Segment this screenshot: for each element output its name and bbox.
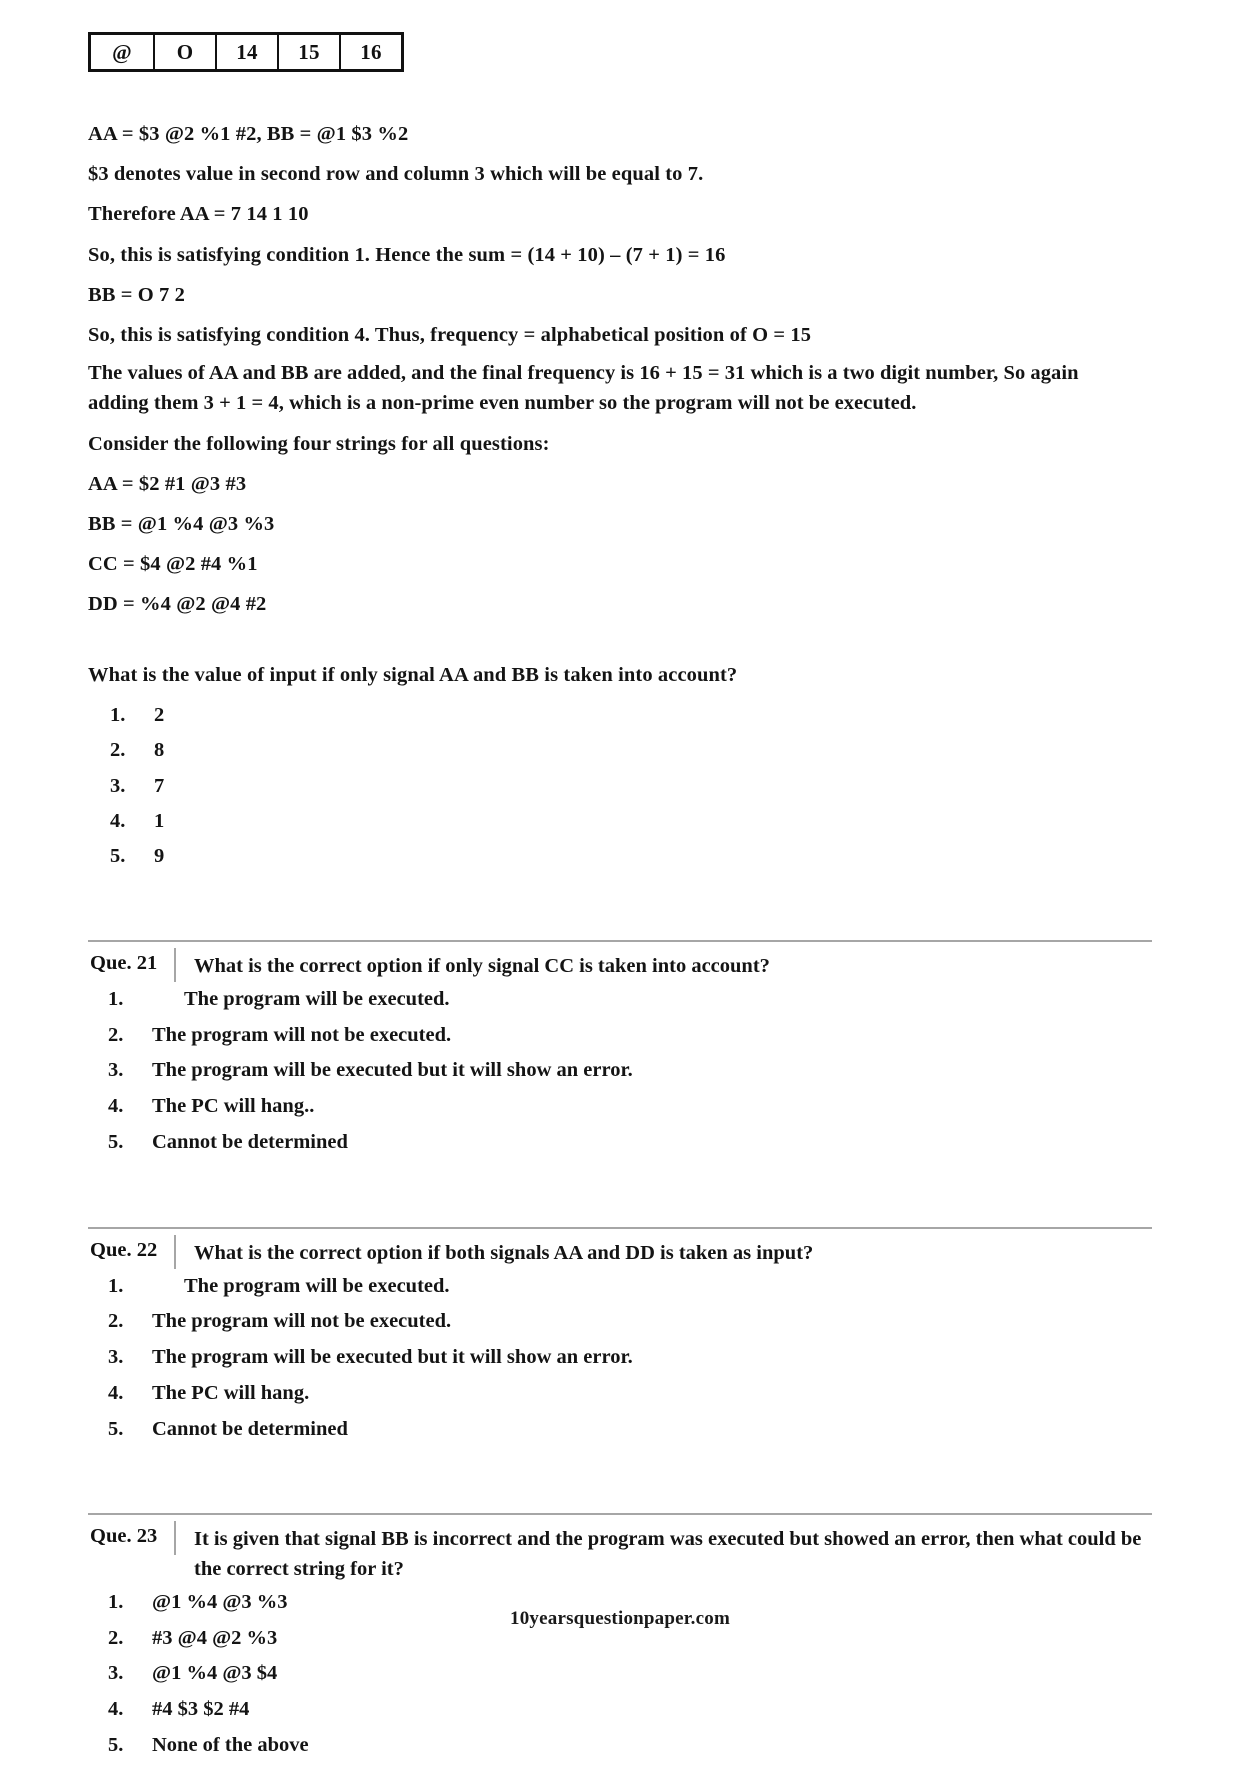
list-item[interactable]	[88, 1658, 1152, 1690]
list-item[interactable]	[88, 1414, 1152, 1446]
option-label: @1 %4 @3 $4	[152, 1662, 278, 1685]
question-22-header	[88, 1235, 1152, 1269]
option-number: 5.	[108, 1733, 124, 1756]
list-item[interactable]	[88, 840, 1152, 872]
option-label: The program will be executed but it will show an error.	[152, 1059, 633, 1082]
list-item[interactable]	[88, 699, 1152, 731]
list-item[interactable]	[88, 1378, 1152, 1410]
question-22-options	[88, 1271, 1152, 1446]
option-number: 2.	[108, 1310, 124, 1333]
option-number: 3.	[108, 1059, 124, 1082]
option-number: 2.	[110, 739, 126, 762]
question-21-options	[88, 984, 1152, 1159]
question-23-header	[88, 1521, 1152, 1584]
question-block-21	[88, 934, 1152, 1159]
grid-table	[88, 32, 404, 72]
list-item[interactable]	[88, 1091, 1152, 1123]
option-number: 4.	[108, 1095, 124, 1118]
list-item[interactable]	[88, 805, 1152, 837]
question-separator	[88, 934, 1152, 948]
option-label: 8	[154, 739, 165, 762]
option-label: #3 @4 @2 %3	[152, 1626, 278, 1649]
question-22-text: What is the correct option if both signals AA and DD is taken as input?	[194, 1241, 814, 1264]
question-23-number: Que. 23	[88, 1521, 176, 1555]
question-23-text: It is given that signal BB is incorrect and the program was executed but showed an error, then what could be the correct string for it?	[194, 1528, 1142, 1581]
list-item[interactable]	[88, 1020, 1152, 1052]
list-item[interactable]	[88, 734, 1152, 766]
solution-line-2: $3 denotes value in second row and column 3 which will be equal to 7.	[88, 163, 704, 186]
option-number: 3.	[108, 1662, 124, 1685]
solution-line-1: AA = $3 @2 %1 #2, BB = @1 $3 %2	[88, 123, 409, 145]
option-label: 1	[154, 810, 165, 832]
grid-cell-2: 14	[216, 34, 278, 71]
option-label: 2	[154, 703, 165, 726]
grid-cell-4: 16	[340, 34, 403, 71]
table-row	[90, 34, 403, 71]
option-number: 5.	[108, 1417, 124, 1440]
question-0-text: What is the value of input if only signal AA and BB is taken into account?	[88, 663, 738, 686]
question-separator	[88, 1507, 1152, 1521]
question-separator	[88, 1221, 1152, 1235]
option-label: Cannot be determined	[152, 1130, 348, 1153]
spacer	[88, 629, 1152, 659]
option-label: The program will be executed.	[184, 987, 450, 1010]
string-dd: DD = %4 @2 @4 #2	[88, 593, 267, 616]
list-item[interactable]	[88, 1271, 1152, 1303]
solution-line-6: So, this is satisfying condition 4. Thus, frequency = alphabetical position of O = 15	[88, 324, 812, 347]
reference-grid-table	[88, 32, 404, 72]
list-item[interactable]	[88, 1306, 1152, 1338]
document-body	[88, 118, 1152, 1766]
question-22-number: Que. 22	[88, 1235, 176, 1269]
option-number: 4.	[110, 810, 126, 832]
list-item[interactable]	[88, 1694, 1152, 1726]
list-item[interactable]	[88, 984, 1152, 1016]
list-item[interactable]	[88, 770, 1152, 802]
question-21-number: Que. 21	[88, 948, 176, 982]
string-bb: BB = @1 %4 @3 %3	[88, 513, 275, 536]
solution-line-7: The values of AA and BB are added, and the final frequency is 16 + 15 = 31 which is a two digit number, So again adding them 3 + 1 = 4, which is a non-prime even number so the program will not be executed.	[88, 362, 1079, 414]
spacer	[88, 1449, 1152, 1507]
option-label: The PC will hang.	[152, 1381, 310, 1404]
grid-cell-1: O	[154, 34, 216, 71]
option-number: 1.	[108, 1590, 124, 1613]
option-number: 2.	[108, 1626, 124, 1649]
option-number: 1.	[110, 703, 126, 726]
list-item[interactable]	[88, 1127, 1152, 1159]
option-label: The program will be executed.	[184, 1274, 450, 1297]
solution-line-4: So, this is satisfying condition 1. Hence the sum = (14 + 10) – (7 + 1) = 16	[88, 243, 726, 266]
solution-line-3: Therefore AA = 7 14 1 10	[88, 203, 309, 226]
option-number: 5.	[110, 845, 126, 868]
string-cc: CC = $4 @2 #4 %1	[88, 553, 258, 576]
option-number: 4.	[108, 1698, 124, 1721]
option-label: 9	[154, 845, 165, 868]
question-0-options	[88, 699, 1152, 873]
option-label: None of the above	[152, 1733, 309, 1756]
option-label: 7	[154, 774, 165, 797]
strings-intro: Consider the following four strings for all questions:	[88, 432, 550, 455]
list-item[interactable]	[88, 1055, 1152, 1087]
list-item[interactable]	[88, 1342, 1152, 1374]
option-number: 5.	[108, 1130, 124, 1153]
solution-line-5: BB = O 7 2	[88, 283, 185, 306]
option-label: #4 $3 $2 #4	[152, 1698, 250, 1721]
option-label: The program will not be executed.	[152, 1310, 452, 1333]
option-label: The PC will hang..	[152, 1095, 315, 1118]
page-footer: 10yearsquestionpaper.com	[510, 1608, 730, 1629]
option-number: 2.	[108, 1023, 124, 1046]
string-aa: AA = $2 #1 @3 #3	[88, 472, 247, 495]
question-block-22	[88, 1221, 1152, 1446]
list-item[interactable]	[88, 1730, 1152, 1762]
option-label: The program will be executed but it will show an error.	[152, 1346, 633, 1369]
option-number: 1.	[108, 987, 124, 1010]
question-21-header	[88, 948, 1152, 982]
option-label: @1 %4 @3 %3	[152, 1590, 288, 1613]
option-number: 1.	[108, 1274, 124, 1297]
spacer	[88, 1163, 1152, 1221]
option-number: 3.	[108, 1346, 124, 1369]
grid-cell-3: 15	[278, 34, 340, 71]
grid-cell-0: @	[90, 34, 155, 71]
spacer	[88, 876, 1152, 934]
question-21-text: What is the correct option if only signal CC is taken into account?	[194, 954, 770, 977]
option-number: 3.	[110, 774, 126, 797]
option-label: The program will not be executed.	[152, 1023, 452, 1046]
option-number: 4.	[108, 1381, 124, 1404]
question-block-23	[88, 1507, 1152, 1761]
option-label: Cannot be determined	[152, 1417, 348, 1440]
